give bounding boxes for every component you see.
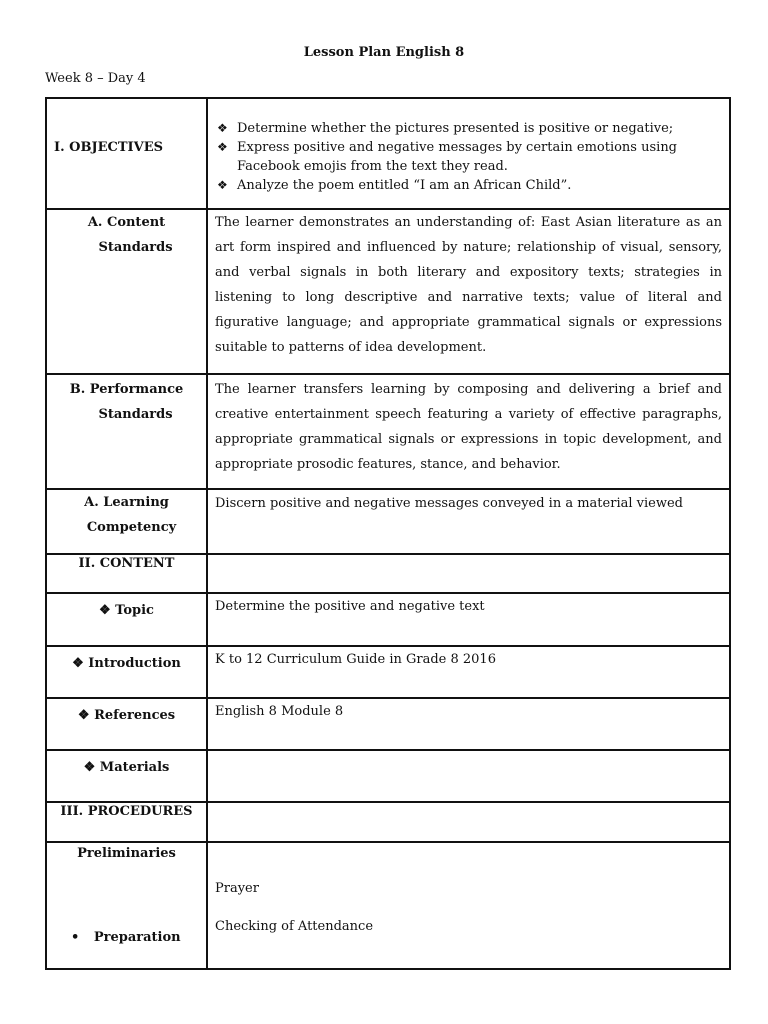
preliminaries-label: Preliminaries [77,846,176,861]
performance-standards-cell [207,374,730,489]
topic-label: ❖ Topic [99,603,154,618]
preliminaries-cell [207,842,730,969]
performance-standards-label-cell [46,374,207,489]
objectives-label-cell [46,98,207,209]
objectives-content-cell [207,98,730,209]
learning-competency-label-1: A. Learning [84,495,169,510]
row-learning-competency [46,489,730,554]
topic-text: Determine the positive and negative text [215,599,485,614]
preliminaries-item: Checking of Attendance [215,919,374,934]
materials-label-cell [46,750,207,802]
week-day-label: Week 8 – Day 4 [45,71,146,86]
procedures-label-cell [46,802,207,842]
row-preliminaries [46,842,730,969]
objective-item: ❖ Analyze the poem entitled “I am an African Child”. [217,178,572,193]
content-standards-label-1: A. Content [87,215,166,230]
row-references [46,698,730,750]
content-cell [207,554,730,593]
learning-competency-label-2: Competency [86,520,177,535]
learning-competency-label-cell [46,489,207,554]
objectives-list [208,99,729,195]
introduction-label: ❖ Introduction [72,656,181,671]
row-performance-standards [46,374,730,489]
row-content-standards [46,209,730,374]
procedures-text [208,803,729,811]
content-label: II. CONTENT [78,556,175,571]
content-label-cell [46,554,207,593]
materials-cell [207,750,730,802]
references-text: English 8 Module 8 [215,704,344,719]
content-standards-text: The learner demonstrates an understanding of: East Asian literature as an art form inspired and influenced by nature; relationship of visual, sensory, and verbal signals in both literary and expository texts; strategies in listening to long descriptive and narrative texts; value of literal and figurative language; and appropriate grammatical signals or expressions suitable to patterns of idea development. [215,215,722,355]
preparation-label: Preparation [93,930,181,945]
procedures-label: III. PROCEDURES [60,804,193,819]
row-materials [46,750,730,802]
row-introduction [46,646,730,698]
bullet-dot-icon: • [71,930,80,945]
topic-label-cell [46,593,207,646]
references-label: ❖ References [77,708,176,723]
row-objectives [46,98,730,209]
introduction-cell [207,646,730,698]
procedures-cell [207,802,730,842]
materials-label: ❖ Materials [83,760,170,775]
lesson-plan-table [45,97,731,970]
content-standards-label-cell [46,209,207,374]
diamond-bullet-icon: ❖ [217,178,228,192]
row-content [46,554,730,593]
materials-text [208,751,729,759]
introduction-text: K to 12 Curriculum Guide in Grade 8 2016 [215,652,496,667]
content-text [208,555,729,563]
introduction-label-cell [46,646,207,698]
objectives-label: I. OBJECTIVES [54,140,163,155]
references-cell [207,698,730,750]
diamond-bullet-icon: ❖ [217,140,228,154]
diamond-bullet-icon: ❖ [217,121,228,135]
row-topic [46,593,730,646]
preliminaries-item: Prayer [215,881,259,896]
learning-competency-text: Discern positive and negative messages conveyed in a material viewed [215,496,683,511]
content-standards-cell [207,209,730,374]
topic-cell [207,593,730,646]
objective-item: ❖ Determine whether the pictures presented is positive or negative; [217,121,674,136]
learning-competency-cell [207,489,730,554]
document-title: Lesson Plan English 8 [303,45,465,60]
performance-standards-label-2: Standards [98,407,173,422]
objective-item: ❖ Express positive and negative messages by certain emotions using Facebook emojis from the text they read. [217,140,678,174]
preparation-label-wrap [47,863,206,947]
performance-standards-label-1: B. Performance [69,382,184,397]
performance-standards-text: The learner transfers learning by composing and delivering a brief and creative entertainment speech featuring a variety of effective paragraphs, appropriate grammatical signals or expressions in topic development, and appropriate prosodic features, stance, and behavior. [215,382,722,472]
references-label-cell [46,698,207,750]
row-procedures [46,802,730,842]
preliminaries-label-cell [46,842,207,969]
content-standards-label-2: Standards [98,240,173,255]
